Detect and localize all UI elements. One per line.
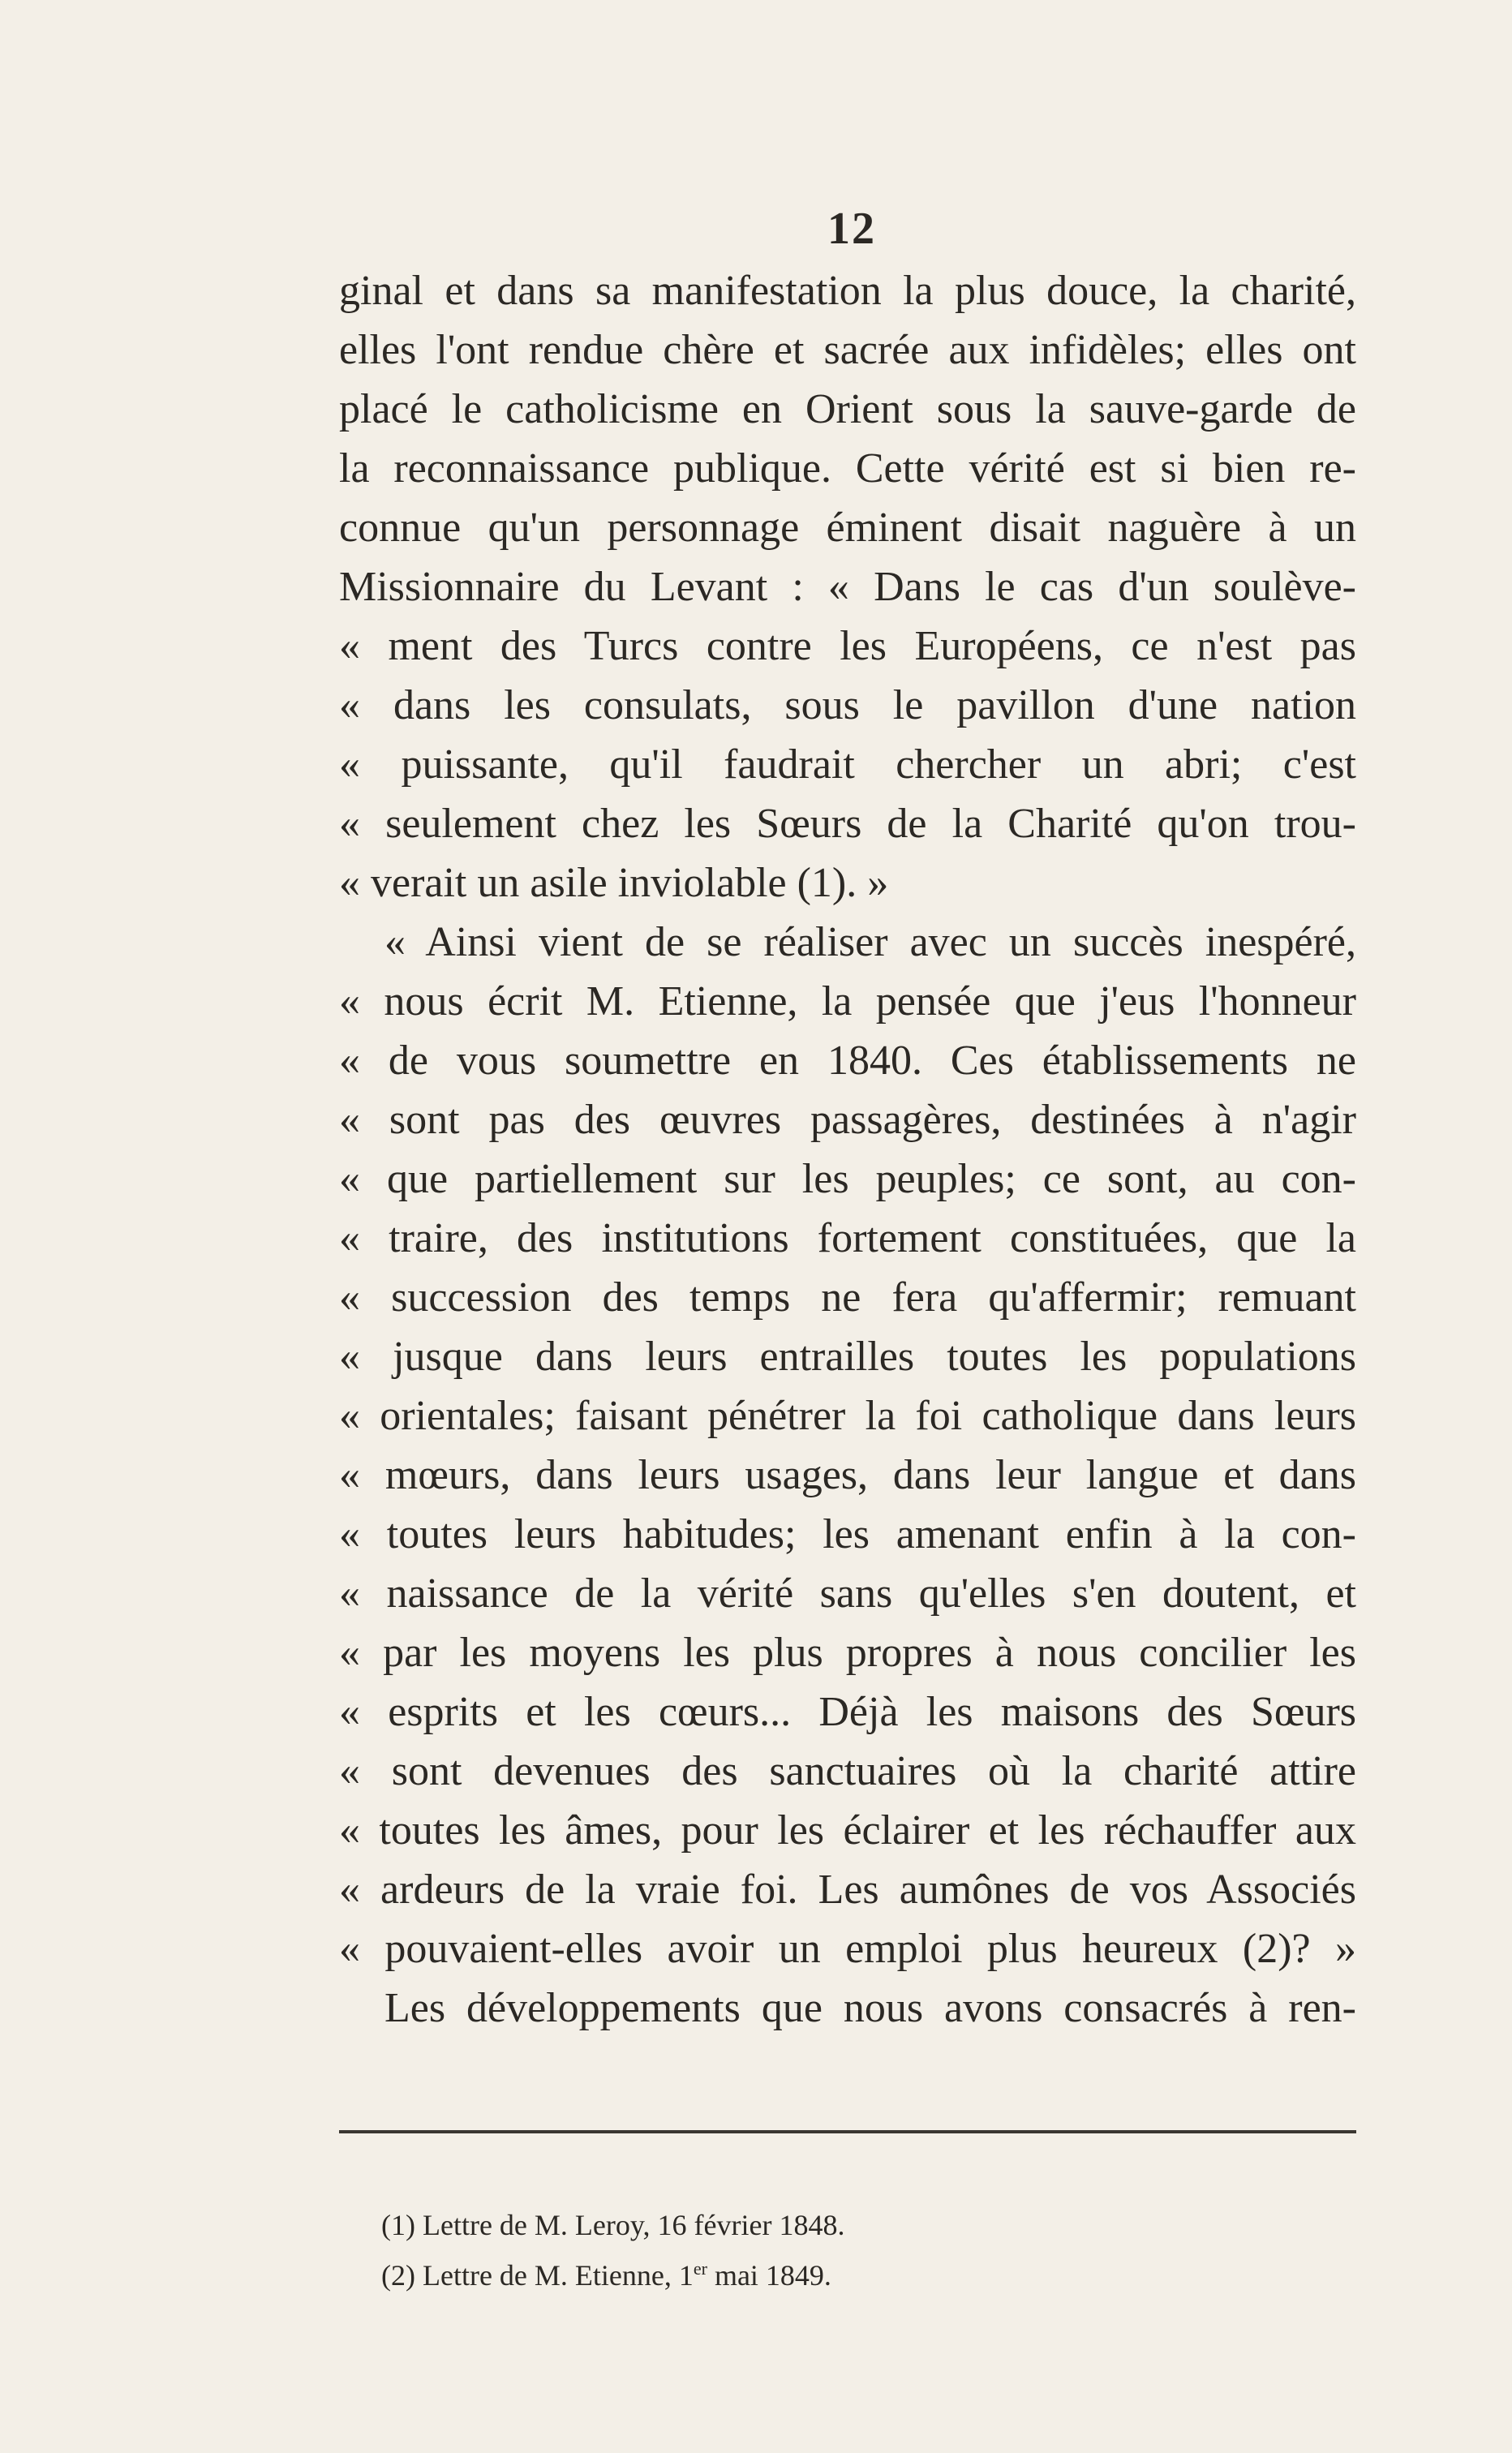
body-line: placé le catholicisme en Orient sous la sauve-garde de [339,386,1356,432]
body-line: « ment des Turcs contre les Européens, ce n'est pas [339,623,1356,669]
body-line: la reconnaissance publique. Cette vérité est si bien re- [339,445,1356,492]
body-line: « orientales; faisant pénétrer la foi catholique dans leurs [339,1393,1356,1439]
body-text [339,261,1356,2038]
body-line: connue qu'un personnage éminent disait naguère à un [339,505,1356,551]
body-line: « jusque dans leurs entrailles toutes les populations [339,1334,1356,1380]
body-line: « sont devenues des sanctuaires où la charité attire [339,1748,1356,1794]
body-line: « dans les consulats, sous le pavillon d'une nation [339,682,1356,728]
footnote-2-date: mai 1849. [707,2259,831,2292]
footnote-divider [339,2130,1356,2133]
page-number: 12 [827,204,876,254]
body-line: « pouvaient-elles avoir un emploi plus heureux (2)? » [339,1926,1356,1972]
body-line: Les développements que nous avons consacrés à ren- [384,1985,1356,2031]
body-line: « traire, des institutions fortement constituées, que la [339,1215,1356,1261]
body-line: « verait un asile inviolable (1). » [339,860,889,906]
footnote-2-text: (2) Lettre de M. Etienne, 1 [381,2259,694,2292]
body-line: « toutes les âmes, pour les éclairer et les réchauffer aux [339,1807,1356,1854]
footnote-2 [381,2250,1274,2300]
body-line: « succession des temps ne fera qu'affermir; remuant [339,1274,1356,1321]
body-line: « mœurs, dans leurs usages, dans leur langue et dans [339,1452,1356,1498]
body-line: « toutes leurs habitudes; les amenant enfin à la con- [339,1511,1356,1557]
body-line: ginal et dans sa manifestation la plus douce, la charité, [339,268,1356,314]
body-line: « puissante, qu'il faudrait chercher un abri; c'est [339,741,1356,788]
body-line: Missionnaire du Levant : « Dans le cas d'un soulève- [339,564,1356,610]
body-line: « de vous soumettre en 1840. Ces établissements ne [339,1037,1356,1084]
body-line: « sont pas des œuvres passagères, destinées à n'agir [339,1097,1356,1143]
body-line: « seulement chez les Sœurs de la Charité qu'on trou- [339,801,1356,847]
body-line: « par les moyens les plus propres à nous concilier les [339,1630,1356,1676]
footnote-2-superscript: er [693,2258,707,2279]
body-line: « naissance de la vérité sans qu'elles s'en doutent, et [339,1570,1356,1617]
body-line: « nous écrit M. Etienne, la pensée que j'eus l'honneur [339,978,1356,1025]
body-line: « que partiellement sur les peuples; ce sont, au con- [339,1156,1356,1202]
body-line: « ardeurs de la vraie foi. Les aumônes de vos Associés [339,1867,1356,1913]
footnote-1: (1) Lettre de M. Leroy, 16 février 1848. [381,2209,845,2241]
footnotes [381,2200,1274,2300]
body-line: « Ainsi vient de se réaliser avec un succès inespéré, [384,919,1356,965]
body-line: elles l'ont rendue chère et sacrée aux infidèles; elles ont [339,327,1356,373]
body-line: « esprits et les cœurs... Déjà les maisons des Sœurs [339,1689,1356,1735]
